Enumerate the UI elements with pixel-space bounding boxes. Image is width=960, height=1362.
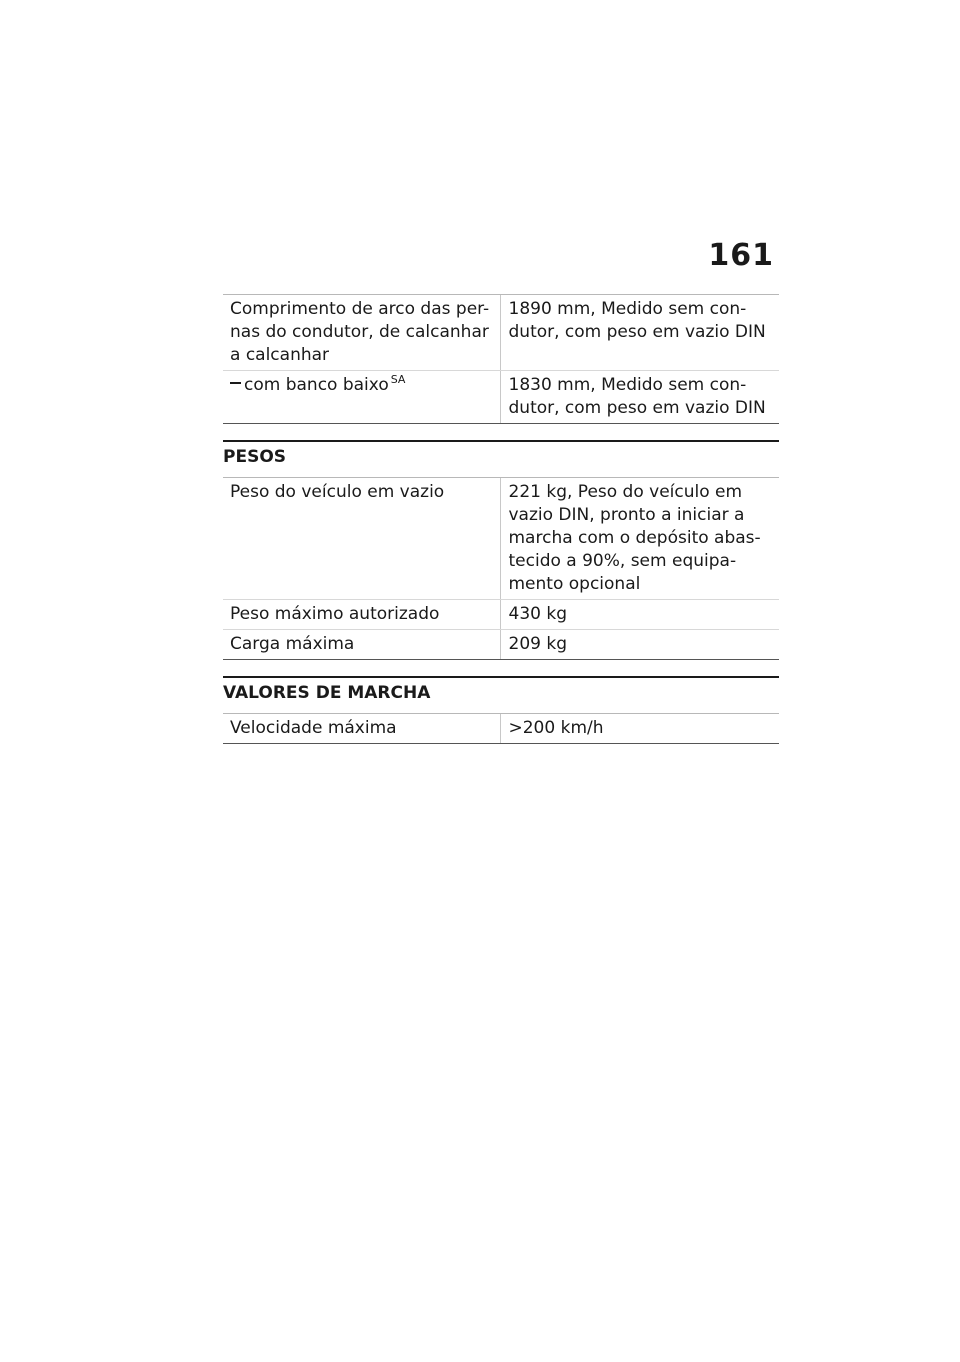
dimensions-table bbox=[223, 294, 779, 424]
row-value: 1830 mm, Medido sem con-dutor, com peso em vazio DIN bbox=[500, 371, 779, 424]
row-label: Comprimento de arco das per-nas do condutor, de calcanhar a calcanhar bbox=[223, 295, 500, 371]
row-label bbox=[223, 371, 500, 424]
row-label: Peso do veículo em vazio bbox=[223, 478, 500, 600]
performance-table bbox=[223, 713, 779, 744]
section-heading-performance: VALORES DE MARCHA bbox=[223, 676, 779, 713]
page-number: 161 bbox=[708, 238, 774, 273]
row-value: 430 kg bbox=[500, 600, 779, 630]
table-row bbox=[223, 630, 779, 660]
row-label: Peso máximo autorizado bbox=[223, 600, 500, 630]
table-row bbox=[223, 371, 779, 424]
table-row bbox=[223, 714, 779, 744]
dash-icon bbox=[230, 382, 241, 384]
table-row bbox=[223, 295, 779, 371]
optional-equipment-marker: SA bbox=[390, 373, 406, 386]
row-value: 221 kg, Peso do veículo em vazio DIN, pronto a iniciar a marcha com o depósito abas-tecido a 90%, sem equipa-mento opcional bbox=[500, 478, 779, 600]
technical-data-content bbox=[223, 294, 779, 744]
row-label: Carga máxima bbox=[223, 630, 500, 660]
table-row bbox=[223, 600, 779, 630]
row-value: 209 kg bbox=[500, 630, 779, 660]
section-heading-weights: PESOS bbox=[223, 440, 779, 477]
table-row bbox=[223, 478, 779, 600]
row-label-text: com banco baixo bbox=[244, 375, 389, 395]
row-label: Velocidade máxima bbox=[223, 714, 500, 744]
row-value: >200 km/h bbox=[500, 714, 779, 744]
row-value: 1890 mm, Medido sem con-dutor, com peso em vazio DIN bbox=[500, 295, 779, 371]
weights-table bbox=[223, 477, 779, 660]
